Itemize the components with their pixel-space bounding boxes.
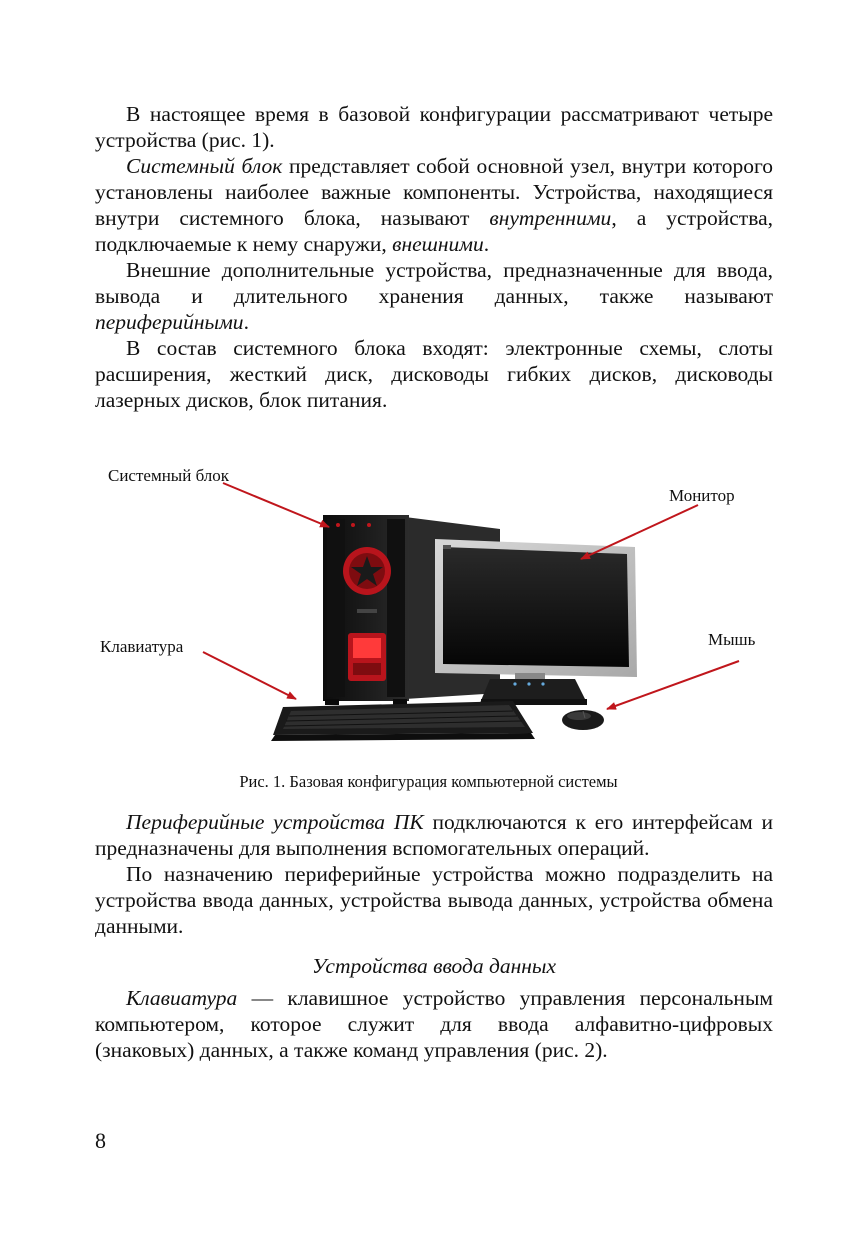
term-external: внешними xyxy=(392,232,484,256)
figure-computer-configuration xyxy=(95,455,785,765)
paragraph-2-text-a: представляет собой основной узел, внутри которого установлены наиболее важные компоненты. Устройства, находящиеся внутри системного блока, называют xyxy=(95,154,773,230)
figure-caption: Рис. 1. Базовая конфигурация компьютерной системы xyxy=(239,772,618,791)
term-peripheral: периферийными xyxy=(95,310,244,334)
paragraph-3 xyxy=(95,257,773,335)
paragraph-4 xyxy=(95,335,773,413)
label-mouse: Мышь xyxy=(708,630,756,649)
paragraph-7-text: — клавишное устройство управления персональным компьютером, которое служит для ввода алфавитно-цифровых (знаковых) данных, а также команд управления (рис. 2). xyxy=(95,986,773,1062)
paragraph-6-text: По назначению периферийные устройства можно подразделить на устройства ввода данных, устройства вывода данных, устройства обмена данными. xyxy=(95,862,773,938)
label-keyboard: Клавиатура xyxy=(100,637,184,656)
term-peripheral-devices: Периферийные устройства ПК xyxy=(126,810,424,834)
paragraph-2-text-c: . xyxy=(483,232,490,256)
paragraph-2-text-b: , а устройства, подключаемые к нему снаружи, xyxy=(95,206,773,256)
term-internal: внутренними xyxy=(489,206,612,230)
paragraph-6 xyxy=(95,861,773,939)
arrow-system-unit xyxy=(223,483,329,527)
paragraph-2 xyxy=(95,153,773,257)
bottom-text-block xyxy=(95,809,773,1063)
page-number: 8 xyxy=(95,1128,106,1153)
mouse-illustration xyxy=(562,710,604,730)
paragraph-3-text-a: Внешние дополнительные устройства, предназначенные для ввода, вывода и длительного хранения данных, также называют xyxy=(95,258,773,308)
term-system-unit: Системный блок xyxy=(126,154,283,178)
keyboard-illustration xyxy=(271,701,535,741)
label-system-unit: Системный блок xyxy=(108,466,230,485)
paragraph-5-text: подключаются к его интерфейсам и предназначены для выполнения вспомогательных операций. xyxy=(95,810,773,860)
arrow-monitor xyxy=(581,505,698,559)
label-monitor: Монитор xyxy=(669,486,735,505)
section-heading-text: Устройства ввода данных xyxy=(311,954,557,978)
term-keyboard: Клавиатура xyxy=(126,986,238,1010)
paragraph-1-text: В настоящее время в базовой конфигурации рассматривают четыре устройства (рис. 1). xyxy=(95,102,773,152)
paragraph-3-text-b: . xyxy=(243,310,249,334)
paragraph-5 xyxy=(95,809,773,861)
section-heading-input-devices xyxy=(95,953,773,979)
paragraph-1 xyxy=(95,101,773,153)
arrow-keyboard xyxy=(203,652,296,699)
top-text-block xyxy=(95,101,773,413)
paragraph-4-text: В состав системного блока входят: электронные схемы, слоты расширения, жесткий диск, дисководы гибких дисков, дисководы лазерных дисков, блок питания. xyxy=(95,336,773,412)
paragraph-7 xyxy=(95,985,773,1063)
